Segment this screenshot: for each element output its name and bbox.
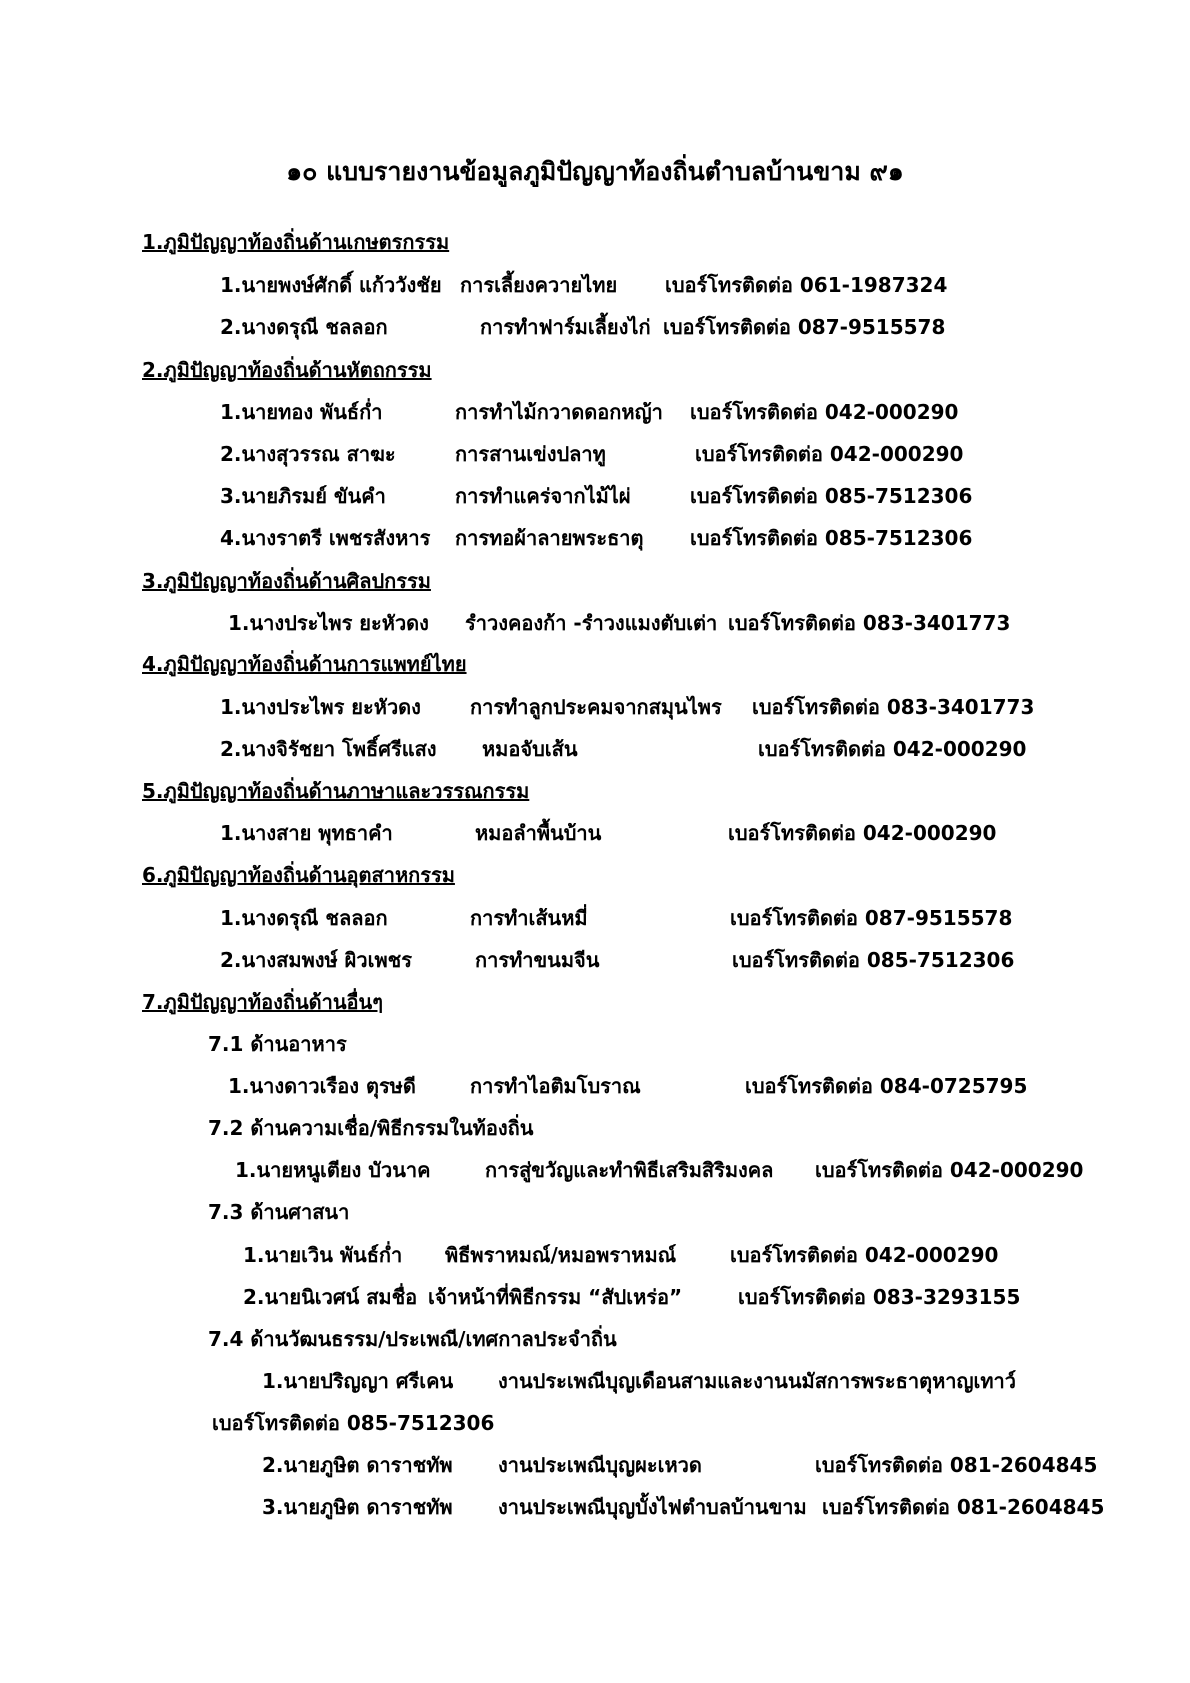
wisdom-work: การเลี้ยงควายไทย xyxy=(460,273,618,297)
wisdom-work: การสานเข่งปลาทู xyxy=(455,442,606,466)
contact-phone: เบอร์โทรติดต่อ 081-2604845 xyxy=(822,1495,1105,1519)
person-name: 2.นายนิเวศน์ สมชื่อ xyxy=(243,1285,418,1309)
subsection-title-religion: 7.3 ด้านศาสนา xyxy=(208,1200,350,1224)
contact-phone: เบอร์โทรติดต่อ 085-7512306 xyxy=(690,526,973,550)
wisdom-work: งานประเพณีบุญเดือนสามและงานนมัสการพระธาตุหาญเทาว์ xyxy=(498,1369,1017,1393)
subsection-title-culture: 7.4 ด้านวัฒนธรรม/ประเพณี/เทศกาลประจำถิ่น xyxy=(208,1327,617,1351)
wisdom-work: การทำเส้นหมี่ xyxy=(470,906,588,930)
title-right-mark: ๙๑ xyxy=(869,157,904,186)
contact-phone: เบอร์โทรติดต่อ 085-7512306 xyxy=(212,1411,495,1435)
person-name: 4.นางราตรี เพชรสังหาร xyxy=(220,526,431,550)
person-name: 1.นางประไพร ยะหัวดง xyxy=(228,611,429,635)
wisdom-work: หมอลำพื้นบ้าน xyxy=(475,821,602,845)
wisdom-work: การทำไม้กวาดดอกหญ้า xyxy=(455,400,663,424)
title-text: แบบรายงานข้อมูลภูมิปัญญาท้องถิ่นตำบลบ้านขาม xyxy=(326,157,861,186)
contact-phone: เบอร์โทรติดต่อ 084-0725795 xyxy=(745,1074,1028,1098)
contact-phone: เบอร์โทรติดต่อ 042-000290 xyxy=(690,400,959,424)
section-heading-others: 7.ภูมิปัญญาท้องถิ่นด้านอื่นๆ xyxy=(142,990,383,1014)
wisdom-work: การทอผ้าลายพระธาตุ xyxy=(455,526,644,550)
person-name: 2.นางสุวรรณ สาฆะ xyxy=(220,442,396,466)
person-name: 1.นายพงษ์ศักดิ์ แก้ววังชัย xyxy=(220,273,442,297)
contact-phone: เบอร์โทรติดต่อ 085-7512306 xyxy=(690,484,973,508)
wisdom-work: การทำขนมจีน xyxy=(475,948,600,972)
wisdom-work: พิธีพราหมณ์/หมอพราหมณ์ xyxy=(445,1243,677,1267)
contact-phone: เบอร์โทรติดต่อ 081-2604845 xyxy=(815,1453,1098,1477)
person-name: 1.นายหนูเตียง บัวนาค xyxy=(235,1158,431,1182)
wisdom-work: การทำลูกประคมจากสมุนไพร xyxy=(470,695,722,719)
wisdom-work: การสู่ขวัญและทำพิธีเสริมสิริมงคล xyxy=(485,1158,774,1182)
contact-phone: เบอร์โทรติดต่อ 042-000290 xyxy=(758,737,1027,761)
person-name: 2.นายภูษิต ดาราชทัพ xyxy=(262,1453,453,1477)
person-name: 2.นางสมพงษ์ ผิวเพชร xyxy=(220,948,412,972)
contact-phone: เบอร์โทรติดต่อ 087-9515578 xyxy=(663,315,946,339)
wisdom-work: งานประเพณีบุญผะเหวด xyxy=(498,1453,702,1477)
document-title xyxy=(0,152,1190,192)
contact-phone: เบอร์โทรติดต่อ 083-3293155 xyxy=(738,1285,1021,1309)
subsection-title-food: 7.1 ด้านอาหาร xyxy=(208,1032,347,1056)
contact-phone: เบอร์โทรติดต่อ 042-000290 xyxy=(815,1158,1084,1182)
person-name: 1.นางสาย พุทธาคำ xyxy=(220,821,393,845)
contact-phone: เบอร์โทรติดต่อ 083-3401773 xyxy=(752,695,1035,719)
wisdom-work: งานประเพณีบุญบั้งไฟตำบลบ้านขาม xyxy=(498,1495,807,1519)
wisdom-work: การทำแคร่จากไม้ไผ่ xyxy=(455,484,631,508)
wisdom-work: เจ้าหน้าที่พิธีกรรม “สัปเหร่อ” xyxy=(428,1285,683,1309)
title-left-mark: ๑๐ xyxy=(286,157,318,186)
person-name: 2.นางดรุณี ชลลอก xyxy=(220,315,388,339)
section-heading-handicraft: 2.ภูมิปัญญาท้องถิ่นด้านหัตถกรรม xyxy=(142,358,432,382)
contact-phone: เบอร์โทรติดต่อ 087-9515578 xyxy=(730,906,1013,930)
person-name: 1.นางดรุณี ชลลอก xyxy=(220,906,388,930)
person-name: 1.นางประไพร ยะหัวดง xyxy=(220,695,421,719)
wisdom-work: การทำฟาร์มเลี้ยงไก่ xyxy=(480,315,651,339)
section-heading-thai-medicine: 4.ภูมิปัญญาท้องถิ่นด้านการแพทย์ไทย xyxy=(142,652,467,676)
section-heading-agriculture: 1.ภูมิปัญญาท้องถิ่นด้านเกษตรกรรม xyxy=(142,230,450,254)
contact-phone: เบอร์โทรติดต่อ 042-000290 xyxy=(695,442,964,466)
section-heading-industry: 6.ภูมิปัญญาท้องถิ่นด้านอุตสาหกรรม xyxy=(142,863,455,887)
section-heading-language-literature: 5.ภูมิปัญญาท้องถิ่นด้านภาษาและวรรณกรรม xyxy=(142,779,530,803)
person-name: 2.นางจิรัชยา โพธิ์ศรีแสง xyxy=(220,737,437,761)
contact-phone: เบอร์โทรติดต่อ 085-7512306 xyxy=(732,948,1015,972)
wisdom-work: รำวงคองก้า -รำวงแมงตับเต่า xyxy=(465,611,718,635)
subsection-title-beliefs: 7.2 ด้านความเชื่อ/พิธีกรรมในท้องถิ่น xyxy=(208,1116,534,1140)
person-name: 1.นางดาวเรือง ตุรษดี xyxy=(228,1074,416,1098)
contact-phone: เบอร์โทรติดต่อ 042-000290 xyxy=(730,1243,999,1267)
wisdom-work: หมอจับเส้น xyxy=(482,737,578,761)
person-name: 3.นายภูษิต ดาราชทัพ xyxy=(262,1495,453,1519)
person-name: 1.นายเวิน พันธ์ก่ำ xyxy=(243,1243,403,1267)
person-name: 1.นายทอง พันธ์ก่ำ xyxy=(220,400,383,424)
contact-phone: เบอร์โทรติดต่อ 061-1987324 xyxy=(665,273,948,297)
wisdom-work: การทำไอติมโบราณ xyxy=(470,1074,641,1098)
person-name: 1.นายปริญญา ศรีเคน xyxy=(262,1369,454,1393)
contact-phone: เบอร์โทรติดต่อ 042-000290 xyxy=(728,821,997,845)
section-heading-arts: 3.ภูมิปัญญาท้องถิ่นด้านศิลปกรรม xyxy=(142,569,431,593)
contact-phone: เบอร์โทรติดต่อ 083-3401773 xyxy=(728,611,1011,635)
person-name: 3.นายภิรมย์ ขันคำ xyxy=(220,484,386,508)
